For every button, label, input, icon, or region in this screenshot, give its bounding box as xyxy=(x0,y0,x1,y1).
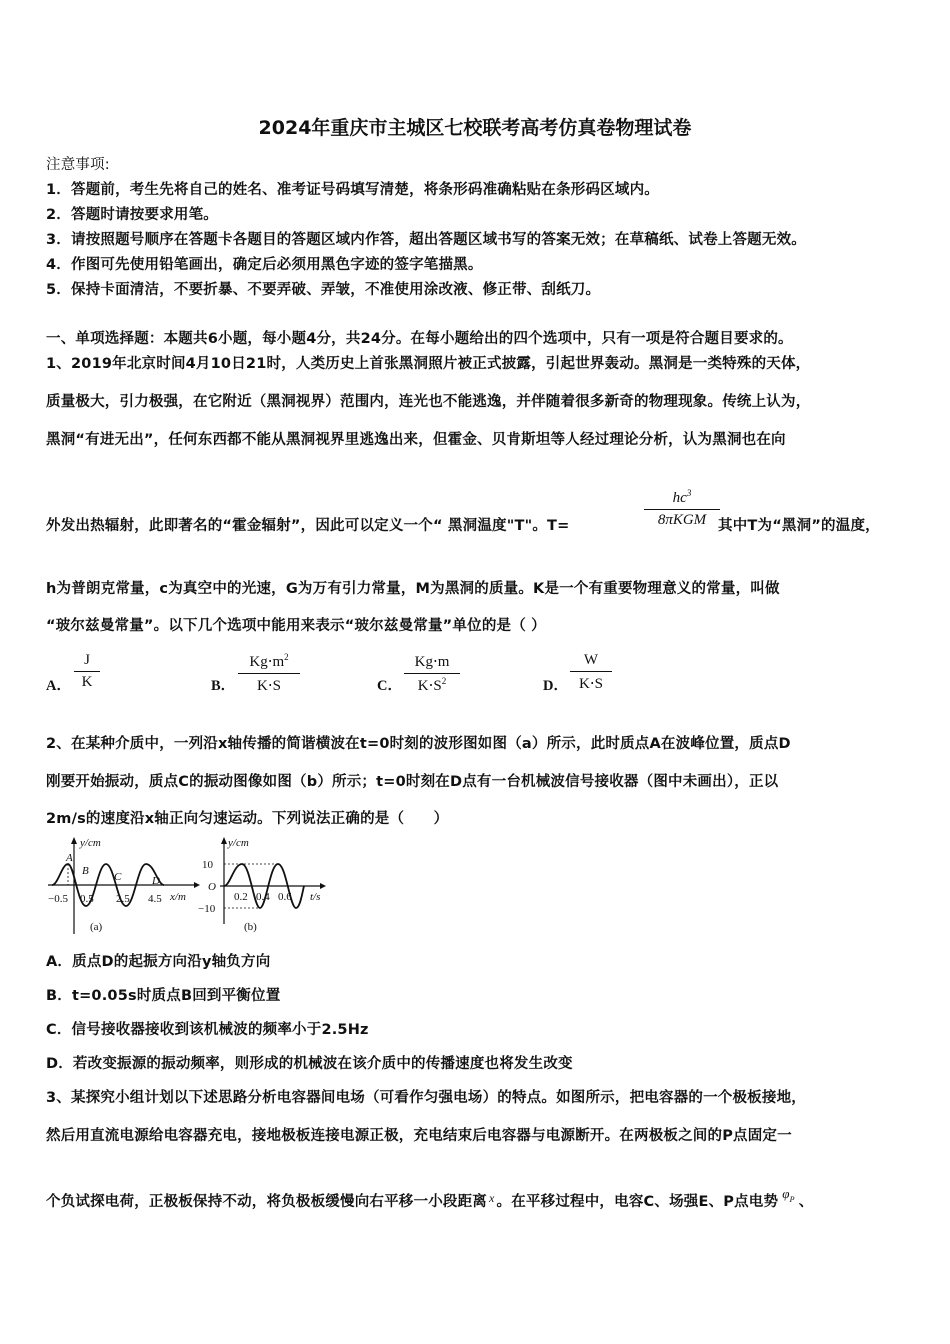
option-numerator: Kg⋅m xyxy=(249,654,285,670)
q2-line: 刚要开始振动，质点C的振动图像如图（b）所示；t=0时刻在D点有一台机械波信号接收器（图中未画出），正以 xyxy=(46,774,779,790)
option-denominator: K⋅S xyxy=(417,678,442,694)
q1-line: 质量极大，引力极强，在它附近（黑洞视界）范围内，连光也不能逃逸，并伴随着很多新奇的物理现象。传统上认为， xyxy=(46,394,811,410)
q1-option-d-label: D． xyxy=(543,678,568,694)
q2-line: 2、在某种介质中，一列沿x轴传播的简谐横波在t=0时刻的波形图如图（a）所示，此时质点A在波峰位置，质点D xyxy=(46,736,791,752)
x-tick: 4.5 xyxy=(148,893,162,905)
q3-line3-part: 、 xyxy=(798,1194,814,1210)
q1-option-d-fraction xyxy=(570,652,612,693)
y-arrow-icon xyxy=(71,837,77,844)
notice-item: 4．作图可先使用铅笔画出，确定后必须用黑色字迹的签字笔描黑。 xyxy=(46,257,483,273)
q3-line: 3、某探究小组计划以下述思路分析电容器间电场（可看作匀强电场）的特点。如图所示，把电容器的一个极板接地， xyxy=(46,1090,806,1106)
q1-line: 1、2019年北京时间4月10日21时，人类历史上首张黑洞照片被正式披露，引起世界轰动。黑洞是一类特殊的天体， xyxy=(46,356,811,372)
page-title: 2024年重庆市主城区七校联考高考仿真卷物理试卷 xyxy=(258,117,692,139)
q2-option-a: A．质点D的起振方向沿y轴负方向 xyxy=(46,954,271,970)
graph-b-xlabel: t/s xyxy=(310,891,321,903)
point-b-label: B xyxy=(82,865,89,877)
q2-line: 2m/s的速度沿x轴正向匀速运动。下列说法正确的是（ ） xyxy=(46,811,449,827)
x-tick: 0.4 xyxy=(256,891,270,903)
x-tick: 0.5 xyxy=(80,893,94,905)
origin-label: O xyxy=(208,881,216,893)
option-denominator: K xyxy=(74,671,100,691)
q1-option-a-label: A． xyxy=(46,678,71,694)
notice-item: 1．答题前，考生先将自己的姓名、准考证号码填写清楚，将条形码准确粘贴在条形码区域内。 xyxy=(46,182,659,198)
option-denominator: K⋅S xyxy=(238,673,300,695)
point-d-label: D xyxy=(152,875,160,887)
notice-item: 2．答题时请按要求用笔。 xyxy=(46,207,218,223)
formula-numerator: hc xyxy=(672,490,687,506)
q1-line: h为普朗克常量，c为真空中的光速，G为万有引力常量，M为黑洞的质量。K是一个有重要物理意义的常量，叫做 xyxy=(46,581,780,597)
y-arrow-icon xyxy=(221,837,227,844)
vibration-graph-b xyxy=(196,834,336,938)
wave-graph-a xyxy=(44,834,204,938)
potential-subscript: P xyxy=(789,1195,795,1204)
notice-item: 5．保持卡面清洁，不要折暴、不要弄破、弄皱，不准使用涂改液、修正带、刮纸刀。 xyxy=(46,282,601,298)
point-a-label: A xyxy=(66,852,73,864)
section-heading: 一、单项选择题：本题共6小题，每小题4分，共24分。在每小题给出的四个选项中，只有一项是符合题目要求的。 xyxy=(46,331,793,347)
option-exponent: 2 xyxy=(284,652,289,662)
q3-line3-part: 。在平移过程中，电容C、场强E、P点电势 xyxy=(496,1194,779,1210)
point-c-label: C xyxy=(114,871,122,883)
q3-line3-part: 个负试探电荷，正极板保持不动，将负极板缓慢向右平移一小段距离 xyxy=(46,1194,487,1210)
option-numerator: J xyxy=(84,652,90,668)
q1-option-b-fraction xyxy=(238,652,300,695)
graph-a-caption: (a) xyxy=(90,921,103,933)
q2-option-b: B．t=0.05s时质点B回到平衡位置 xyxy=(46,988,281,1004)
x-tick: 0.2 xyxy=(234,891,248,903)
q1-option-c-label: C． xyxy=(377,678,402,694)
q1-option-a-fraction xyxy=(74,652,100,691)
option-numerator: Kg⋅m xyxy=(414,654,450,670)
q1-option-b-label: B． xyxy=(211,678,236,694)
graph-a-xlabel: x/m xyxy=(170,891,186,903)
q3-line3 xyxy=(46,1186,813,1211)
formula-exponent: 3 xyxy=(686,488,692,498)
option-denominator: K⋅S xyxy=(570,671,612,693)
notice-heading: 注意事项: xyxy=(46,157,110,173)
option-numerator: W xyxy=(583,652,599,668)
x-tick: −0.5 xyxy=(48,893,68,905)
q2-option-d: D．若改变振源的振动频率，则形成的机械波在该介质中的传播速度也将发生改变 xyxy=(46,1056,573,1072)
graph-b-caption: (b) xyxy=(244,921,257,933)
x-tick: 0.6 xyxy=(278,891,292,903)
q1-line: “玻尔兹曼常量”。以下几个选项中能用来表示“玻尔兹曼常量”单位的是（ ） xyxy=(46,618,546,634)
y-tick: 10 xyxy=(202,859,213,871)
distance-symbol: x xyxy=(489,1191,495,1205)
y-tick: −10 xyxy=(198,903,216,915)
graph-a-ylabel: y/cm xyxy=(80,837,101,849)
q1-formula xyxy=(644,490,720,529)
x-tick: 2.5 xyxy=(116,893,130,905)
notice-item: 3．请按照题号顺序在答题卡各题目的答题区域内作答，超出答题区域书写的答案无效；在草稿纸、试卷上答题无效。 xyxy=(46,232,806,248)
potential-symbol: φ xyxy=(782,1186,790,1201)
q1-line4-after: 其中T为“黑洞”的温度， xyxy=(718,518,880,534)
option-exponent: 2 xyxy=(441,676,447,686)
q1-option-c-fraction xyxy=(404,652,460,695)
q2-option-c: C．信号接收器接收到该机械波的频率小于2.5Hz xyxy=(46,1022,369,1038)
q1-line: 黑洞“有进无出”，任何东西都不能从黑洞视界里逃逸出来，但霍金、贝肯斯坦等人经过理论分析，认为黑洞也在向 xyxy=(46,432,786,448)
x-arrow-icon xyxy=(320,883,326,889)
q3-line: 然后用直流电源给电容器充电，接地极板连接电源正极，充电结束后电容器与电源断开。在两极板之间的P点固定一 xyxy=(46,1128,792,1144)
formula-denominator: 8πKGM xyxy=(644,509,720,529)
graph-b-ylabel: y/cm xyxy=(228,837,249,849)
q1-line4-text: 外发出热辐射，此即著名的“霍金辐射”，因此可以定义一个“ 黑洞温度"T"。T= xyxy=(46,518,570,534)
